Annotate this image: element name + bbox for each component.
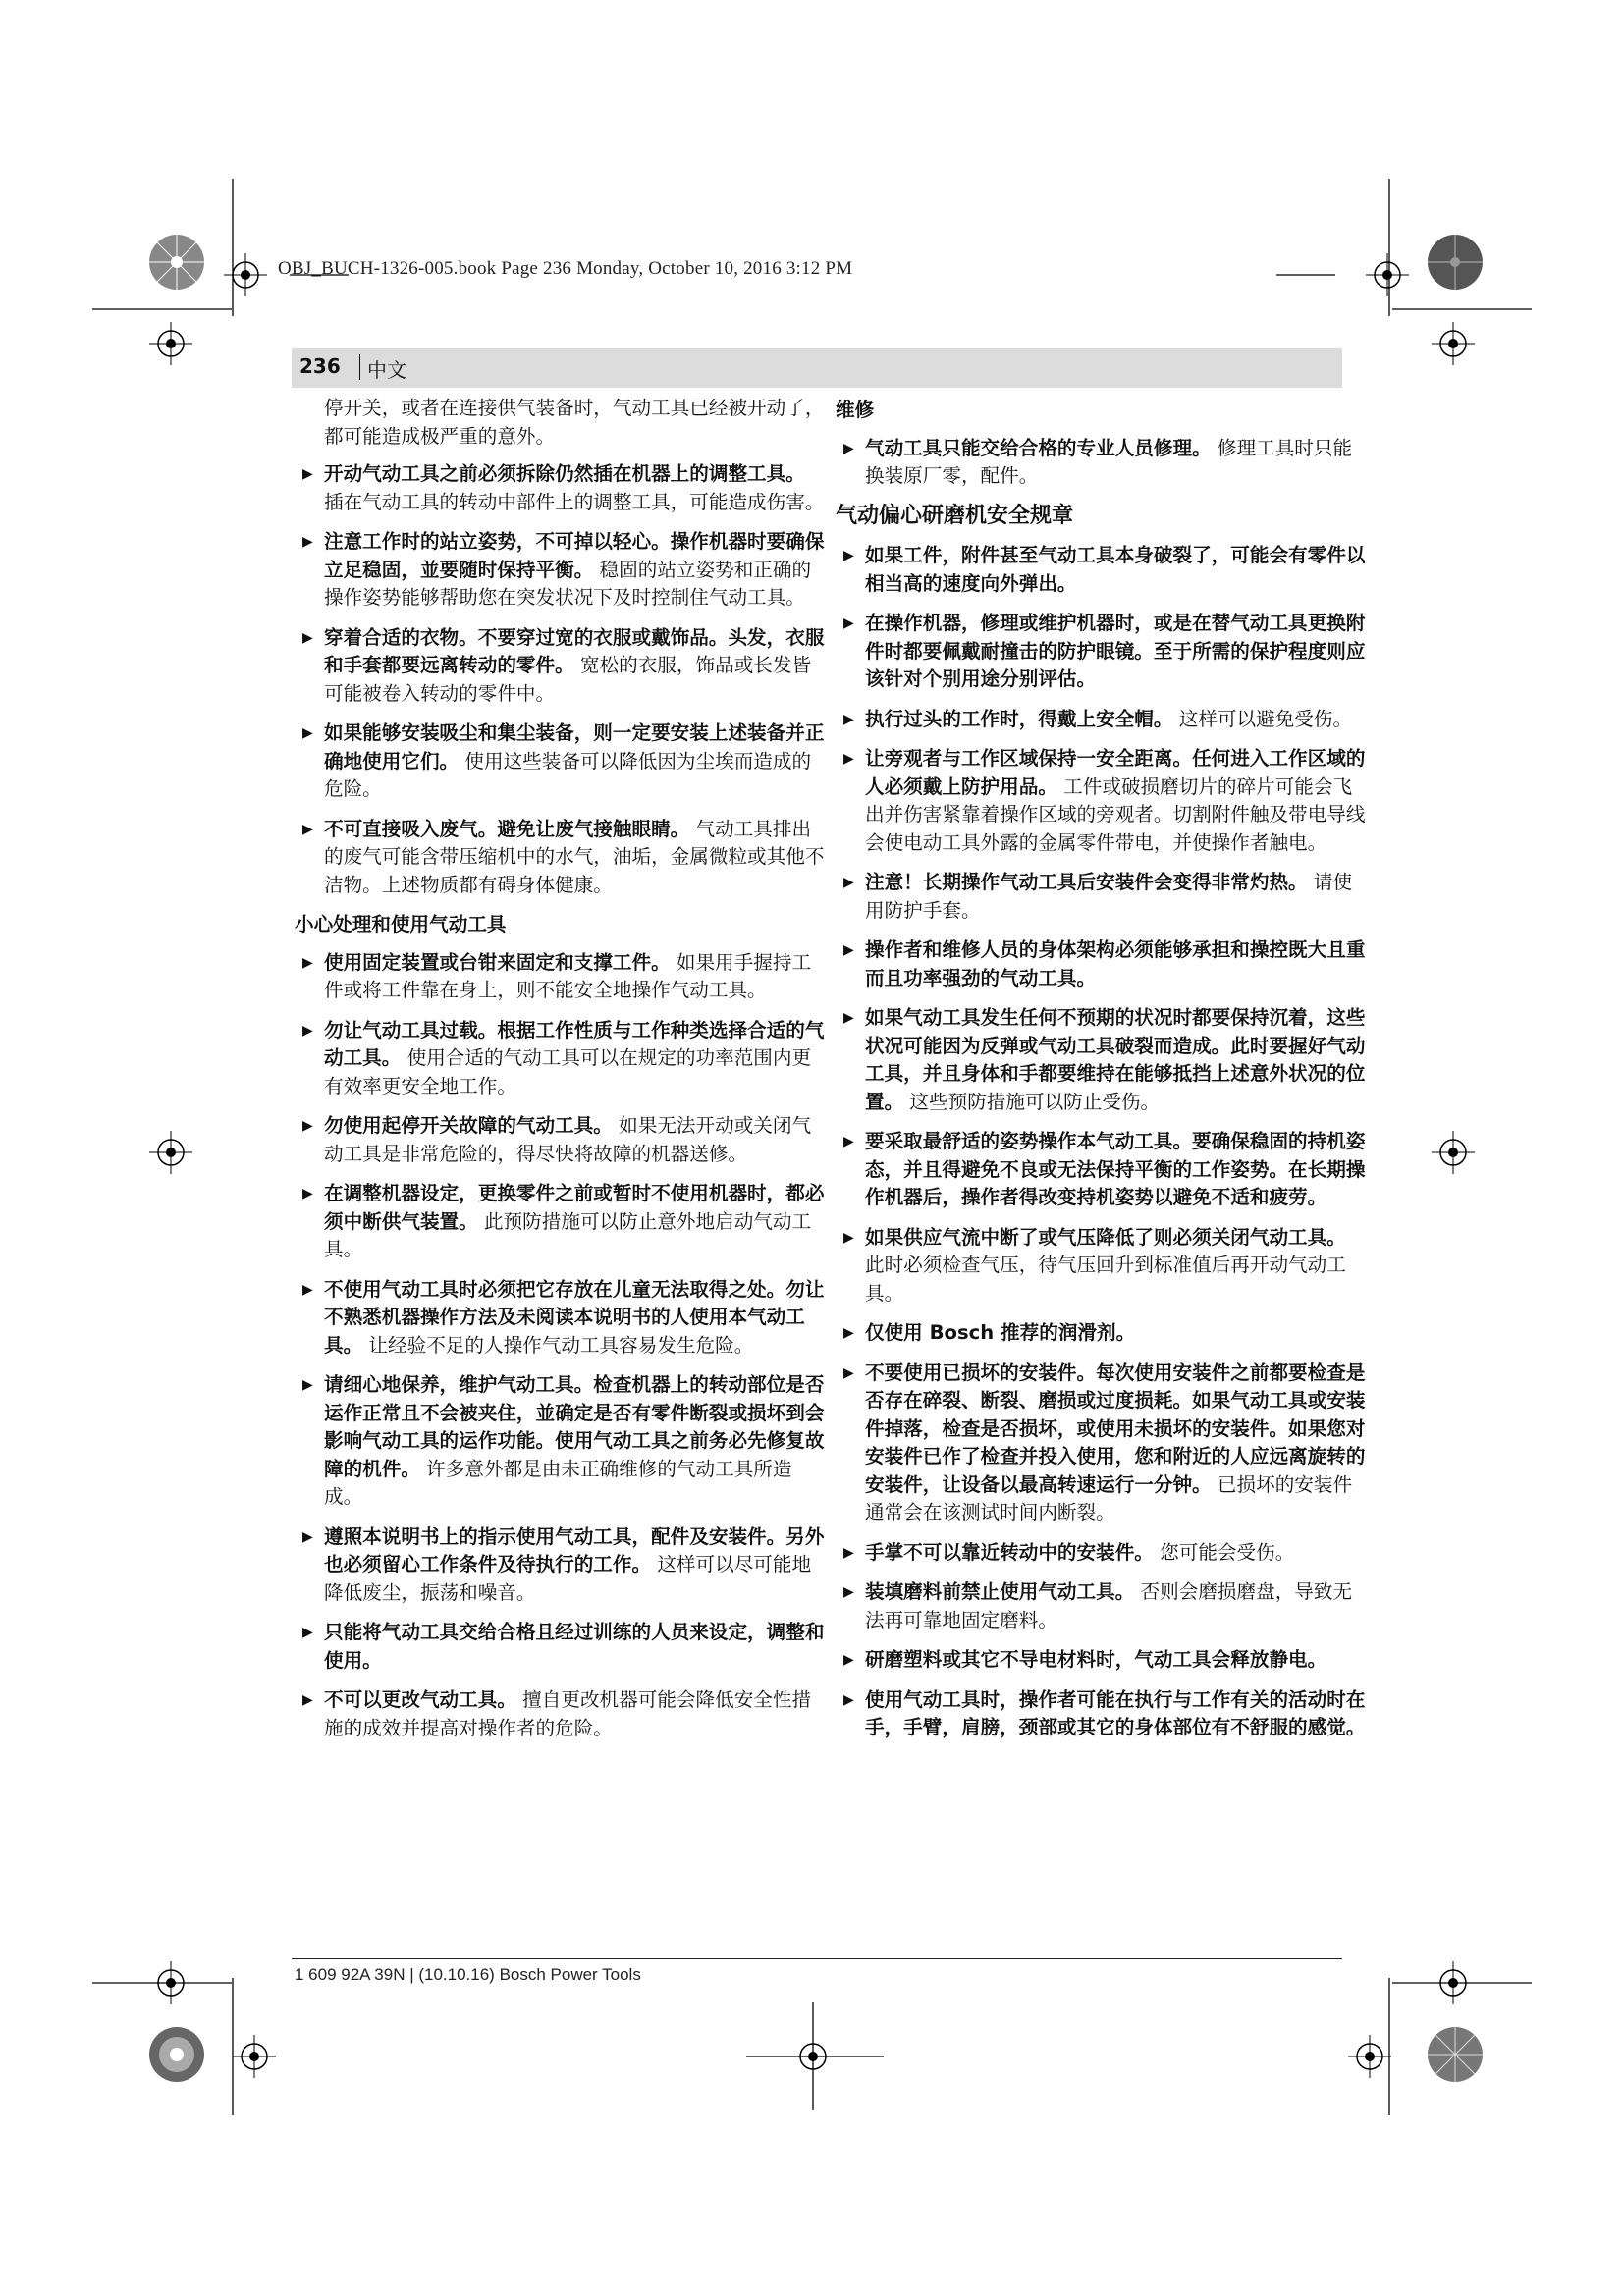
item-bold-text: 请细心地保养，维护气动工具。检查机器上的转动部位是否运作正常且不会被夹住，並确定是否有零件断裂或损坏到会影响气动工具的运作功能。使用气动工具之前务必先修复故障的机件。	[324, 1373, 825, 1480]
subheading-handling: 小心处理和使用气动工具	[295, 913, 507, 935]
triangle-bullet-icon: ▶	[302, 1377, 313, 1393]
item-bold-text: 执行过头的工作时，得戴上安全帽。	[865, 707, 1173, 730]
list-item	[295, 1619, 825, 1675]
registration-mark-icon	[149, 322, 192, 365]
item-bold-text: 仅使用 Bosch 推荐的润滑剂。	[865, 1321, 1136, 1344]
list-item	[295, 460, 825, 516]
item-bold-text: 不使用气动工具时必须把它存放在儿童无法取得之处。勿让不熟悉机器操作方法及未阅读本说明书的人使用本气动工具。	[324, 1277, 825, 1357]
item-bold-text: 勿让气动工具过载。根据工作性质与工作种类选择合适的气动工具。	[324, 1018, 825, 1069]
list-item	[836, 1128, 1366, 1212]
footer-rule	[292, 1958, 1342, 1959]
triangle-bullet-icon: ▶	[302, 1528, 313, 1545]
triangle-bullet-icon: ▶	[843, 1229, 854, 1246]
triangle-bullet-icon: ▶	[843, 548, 854, 563]
item-text: 气动工具排出的废气可能含带压缩机中的水气，油垢，金属微粒或其他不洁物。上述物质都有碍身体健康。	[324, 817, 825, 896]
registration-mark-icon	[791, 2035, 835, 2078]
registration-mark-icon	[149, 1131, 192, 1174]
item-text: 否则会磨损磨盘，导致无法再可靠地固定磨料。	[865, 1580, 1353, 1631]
registration-mark-icon	[224, 253, 267, 296]
list-item	[836, 869, 1366, 925]
page-number: 236	[299, 354, 341, 378]
triangle-bullet-icon: ▶	[302, 725, 313, 741]
item-bold-text: 如果工件，附件甚至气动工具本身破裂了，可能会有零件以相当高的速度向外弹出。	[865, 544, 1366, 595]
item-bold-text: 使用固定装置或台钳来固定和支撑工件。	[324, 950, 671, 974]
registration-mark-icon	[1366, 253, 1409, 296]
list-item	[295, 1686, 825, 1742]
item-text: 使用这些装备可以降低因为尘埃而造成的危险。	[324, 749, 812, 800]
intro-continued: 停开关，或者在连接供气装备时，气动工具已经被开动了，都可能造成极严重的意外。	[324, 397, 825, 448]
item-bold-text: 注意工作时的站立姿势，不可掉以轻心。操作机器时要确保立足稳固，並要随时保持平衡。	[324, 530, 825, 581]
triangle-bullet-icon: ▶	[302, 629, 313, 646]
item-bold-text: 穿着合适的衣物。不要穿过宽的衣服或戴饰品。头发，衣服和手套都要远离转动的零件。	[324, 625, 825, 676]
item-bold-text: 如果供应气流中断了或气压降低了则必须关闭气动工具。	[865, 1225, 1346, 1249]
triangle-bullet-icon: ▶	[843, 1691, 854, 1708]
item-bold-text: 研磨塑料或其它不导电材料时，气动工具会释放静电。	[865, 1648, 1327, 1671]
item-bold-text: 在操作机器，修理或维护机器时，或是在替气动工具更换附件时都要佩戴耐撞击的防护眼镜。至于所需的保护程度则应该针对个别用途分别评估。	[865, 612, 1366, 690]
list-item	[836, 936, 1366, 992]
triangle-bullet-icon: ▶	[302, 1022, 313, 1039]
item-text: 使用合适的气动工具可以在规定的功率范围内更有效率更安全地工作。	[324, 1046, 812, 1097]
list-item	[836, 542, 1366, 598]
left-column	[295, 395, 825, 1754]
item-text: 工件或破损磨切片的碎片可能会飞出并伤害紧靠着操作区域的旁观者。切割附件触及带电导线会使电动工具外露的金属零件带电，并使操作者触电。	[865, 774, 1366, 854]
print-info: OBJ_BUCH-1326-005.book Page 236 Monday, October 10, 2016 3:12 PM	[278, 258, 853, 279]
triangle-bullet-icon: ▶	[843, 1010, 854, 1026]
item-text: 宽松的衣服，饰品或长发皆可能被卷入转动的零件中。	[324, 654, 812, 705]
triangle-bullet-icon: ▶	[843, 751, 854, 767]
list-item	[836, 1224, 1366, 1308]
list-item	[836, 1646, 1366, 1675]
item-bold-text: 装填磨料前禁止使用气动工具。	[865, 1580, 1135, 1603]
item-text: 这样可以避免受伤。	[1172, 707, 1353, 730]
item-text: 您可能会受伤。	[1153, 1540, 1295, 1564]
triangle-bullet-icon: ▶	[843, 942, 854, 958]
right-column	[836, 395, 1366, 1754]
triangle-bullet-icon: ▶	[302, 534, 313, 550]
header-bar	[292, 348, 1342, 388]
subheading-service: 维修	[836, 399, 875, 421]
list-item	[836, 610, 1366, 694]
triangle-bullet-icon: ▶	[843, 1364, 854, 1381]
list-item	[836, 435, 1366, 491]
list-item	[836, 1539, 1366, 1568]
item-bold-text: 气动工具只能交给合格的专业人员修理。	[865, 436, 1212, 459]
list-item	[295, 816, 825, 900]
triangle-bullet-icon: ▶	[302, 1186, 313, 1201]
list-item	[295, 624, 825, 709]
list-item	[836, 1004, 1366, 1116]
triangle-bullet-icon: ▶	[843, 1652, 854, 1668]
item-text: 修理工具时只能换装原厂零，配件。	[865, 436, 1353, 487]
list-item	[295, 1523, 825, 1608]
item-bold-text: 不要使用已损坏的安装件。每次使用安装件之前都要检查是否存在碎裂、断裂、磨损或过度损耗。如果气动工具或安装件掉落，检查是否损坏，或使用未损坏的安装件。如果您对安装件已作了检查并投入使用，您和附近的人应远离旋转的安装件，让设备以最高转速运行一分钟。	[865, 1361, 1366, 1496]
list-item	[836, 1686, 1366, 1742]
triangle-bullet-icon: ▶	[843, 711, 854, 727]
item-text: 擅自更改机器可能会降低安全性措施的成效并提高对操作者的危险。	[324, 1688, 812, 1739]
color-wheel-icon	[147, 233, 206, 292]
item-bold-text: 要采取最舒适的姿势操作本气动工具。要确保稳固的持机姿态，并且得避免不良或无法保持平衡的工作姿势。在长期操作机器后，操作者得改变持机姿势以避免不适和疲劳。	[865, 1130, 1366, 1208]
item-text: 许多意外都是由未正确维修的气动工具所造成。	[324, 1457, 792, 1508]
list-item	[295, 949, 825, 1005]
list-item	[836, 1578, 1366, 1634]
header-divider	[359, 354, 360, 380]
list-item	[836, 1319, 1366, 1348]
registration-mark-icon	[1432, 1131, 1475, 1174]
list-item	[836, 706, 1366, 734]
item-bold-text: 在调整机器设定，更换零件之前或暂时不使用机器时，都必须中断供气装置。	[324, 1182, 825, 1233]
triangle-bullet-icon: ▶	[843, 440, 854, 456]
triangle-bullet-icon: ▶	[843, 1325, 854, 1341]
list-item	[295, 720, 825, 804]
list-item	[836, 745, 1366, 857]
triangle-bullet-icon: ▶	[302, 954, 313, 971]
item-bold-text: 如果能够安装吸尘和集尘装备，则一定要安装上述装备并正确地使用它们。	[324, 721, 825, 773]
item-bold-text: 手掌不可以靠近转动中的安装件。	[865, 1540, 1154, 1564]
item-text: 已损坏的安装件通常会在该测试时间内断裂。	[865, 1472, 1353, 1523]
item-text: 这些预防措施可以防止受伤。	[903, 1090, 1161, 1113]
triangle-bullet-icon: ▶	[302, 1625, 313, 1640]
item-text: 让经验不足的人操作气动工具容易发生危险。	[362, 1333, 754, 1357]
item-bold-text: 不可以更改气动工具。	[324, 1688, 516, 1711]
footer-text: 1 609 92A 39N | (10.10.16) Bosch Power Tools	[295, 1965, 641, 1984]
item-text: 请使用防护手套。	[865, 871, 1353, 922]
item-bold-text: 只能将气动工具交给合格且经过训练的人员来设定，调整和使用。	[324, 1621, 825, 1672]
registration-mark-icon	[1348, 2035, 1391, 2078]
triangle-bullet-icon: ▶	[843, 1134, 854, 1149]
list-item	[836, 1360, 1366, 1527]
list-item	[295, 1180, 825, 1264]
item-text: 这样可以尽可能地降低废尘，振荡和噪音。	[324, 1553, 812, 1604]
item-bold-text: 让旁观者与工作区域保持一安全距离。任何进入工作区域的人必须戴上防护用品。	[865, 747, 1366, 798]
list-item	[295, 1017, 825, 1101]
registration-mark-icon	[233, 2035, 276, 2078]
triangle-bullet-icon: ▶	[843, 615, 854, 631]
list-item	[295, 1276, 825, 1361]
triangle-bullet-icon: ▶	[843, 1544, 854, 1561]
item-text: 插在气动工具的转动中部件上的调整工具，可能造成伤害。	[324, 490, 825, 513]
item-bold-text: 勿使用起停开关故障的气动工具。	[324, 1114, 613, 1137]
color-wheel-icon	[1426, 233, 1485, 292]
triangle-bullet-icon: ▶	[843, 875, 854, 890]
language-label: 中文	[367, 358, 406, 382]
triangle-bullet-icon: ▶	[302, 821, 313, 837]
triangle-bullet-icon: ▶	[302, 1118, 313, 1134]
list-item	[295, 1371, 825, 1512]
section-title: 气动偏心研磨机安全规章	[836, 503, 1074, 528]
triangle-bullet-icon: ▶	[843, 1584, 854, 1600]
triangle-bullet-icon: ▶	[302, 1692, 313, 1708]
color-wheel-icon	[1426, 2025, 1485, 2084]
item-bold-text: 不可直接吸入废气。避免让废气接触眼睛。	[324, 817, 690, 840]
item-bold-text: 注意！长期操作气动工具后安装件会变得非常灼热。	[865, 871, 1308, 893]
item-text: 如果用手握持工件或将工件靠在身上，则不能安全地操作气动工具。	[324, 950, 812, 1001]
item-bold-text: 使用气动工具时，操作者可能在执行与工作有关的活动时在手，手臂，肩膀，颈部或其它的身体部位有不舒服的感觉。	[865, 1687, 1366, 1738]
triangle-bullet-icon: ▶	[302, 1281, 313, 1298]
triangle-bullet-icon: ▶	[302, 466, 313, 482]
list-item	[295, 1112, 825, 1168]
registration-mark-icon	[1432, 322, 1475, 365]
registration-mark-icon	[1432, 1961, 1475, 2004]
item-bold-text: 开动气动工具之前必须拆除仍然插在机器上的调整工具。	[324, 462, 805, 485]
item-text: 此时必须检查气压，待气压回升到标准值后再开动气动工具。	[865, 1254, 1346, 1305]
item-bold-text: 遵照本说明书上的指示使用气动工具，配件及安装件。另外也必须留心工作条件及待执行的工作。	[324, 1524, 825, 1575]
item-bold-text: 操作者和维修人员的身体架构必须能够承担和操控既大且重而且功率强劲的气动工具。	[865, 938, 1366, 989]
item-text: 此预防措施可以防止意外地启动气动工具。	[324, 1209, 812, 1260]
registration-mark-icon	[149, 1961, 192, 2004]
item-bold-text: 如果气动工具发生任何不预期的状况时都要保持沉着，这些状况可能因为反弹或气动工具破裂而造成。此时要握好气动工具，并且身体和手都要维持在能够抵挡上述意外状况的位置。	[865, 1006, 1366, 1113]
item-text: 稳固的站立姿势和正确的操作姿势能够帮助您在突发状况下及时控制住气动工具。	[324, 558, 812, 609]
item-text: 如果无法开动或关闭气动工具是非常危险的，得尽快将故障的机器送修。	[324, 1114, 812, 1165]
list-item	[295, 528, 825, 613]
color-wheel-icon	[147, 2025, 206, 2084]
